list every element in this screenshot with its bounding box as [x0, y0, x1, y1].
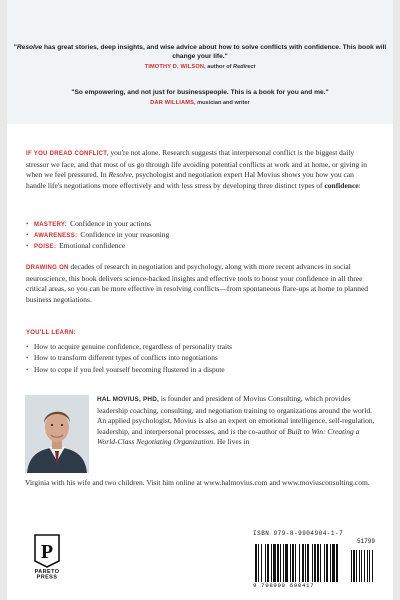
blurb-author-name: TIMOTHY D. WILSON — [144, 64, 205, 71]
list-item: • How to acquire genuine confidence, regardless of personality traits — [26, 342, 233, 351]
svg-text:PARETO: PARETO — [34, 569, 60, 575]
blurb-author-name: DAR WILLIAMS — [150, 100, 195, 107]
blurb-wilson — [7, 43, 393, 71]
research-paragraph: DRAWING ON decades of research in negotiation and psychology, along with more recent advances in social neuroscience, this book delivers science-backed insights and effective tools to boost your confidence in all three critical areas, so you can be more effective in resolving conflicts—from spontaneous flare-ups at home to planned business negotiations. — [26, 262, 369, 304]
learn-heading: YOU'LL LEARN: — [26, 330, 76, 336]
bullet-icon: • — [26, 343, 29, 351]
svg-text:P: P — [40, 541, 54, 563]
barcode-number: 9 798990 690417 — [253, 582, 315, 589]
blurb-quote: "So empowering, and not just for businesspeople. This is a book for you and me." — [71, 89, 329, 96]
bullet-icon: • — [26, 354, 29, 363]
bullet-icon: • — [26, 242, 29, 250]
intro-paragraph: IF YOU DREAD CONFLICT, you're not alone. Research suggests that interpersonal conflict is the biggest daily stressor we face, and that most of us go through life avoiding potential conflicts at work and at home, or giving in when we feel pressured. In Resolve, psychologist and negotiation expert Hal Movius shows you how you can handle life's negotiations more effectively and with less stress by developing three distinct types of confidence: — [26, 148, 367, 190]
blurb-attribution: DAR WILLIAMS, musician and writer — [150, 100, 250, 107]
research-lead: DRAWING ON — [26, 265, 69, 271]
author-bio: HAL MOVIUS, PHD, is founder and president of Movius Consulting, which provides leadership coaching, consulting, and negotiation training to organizations around the world. An applied psychologist, Movius is also an expert on emotional intelligence, self-regulation, leadership, and interpersonal processes, and is the co-author of Built to Win: Creating a World-Class Negotiating Organization. He lives in — [97, 394, 375, 447]
blurb-attribution: TIMOTHY D. WILSON, author of Redirect — [144, 64, 256, 71]
svg-text:PRESS: PRESS — [36, 574, 58, 579]
price-code: 51799 — [356, 538, 375, 545]
author-bio-continued: Virginia with his wife and two children. Visit him online at www.halmovius.com and www.moviusconsulting.com. — [25, 478, 370, 487]
barcode — [253, 530, 375, 590]
isbn-text: ISBN 979-8-9904904-1-7 — [253, 530, 344, 537]
list-item: • MASTERY: Confidence in your actions — [26, 219, 152, 228]
bullet-icon: • — [26, 220, 29, 228]
pareto-press-logo-icon — [27, 531, 67, 579]
bullet-icon: • — [26, 231, 29, 239]
confidence-types-list — [26, 219, 374, 252]
intro-lead: IF YOU DREAD CONFLICT, — [26, 151, 109, 157]
blurb-title-em: Resolve — [16, 44, 43, 51]
publisher-logo — [27, 531, 67, 579]
barcode-bars-icon — [253, 544, 375, 584]
list-item: • POISE: Emotional confidence — [26, 241, 126, 250]
book-back-cover — [7, 0, 393, 600]
author-portrait-icon — [25, 395, 89, 473]
list-item: • How to transform different types of conflicts into negotiations — [26, 353, 218, 363]
blurb-quote: "Resolve has great stories, deep insights, and wise advice about how to solve conflicts with confidence. This book will change your life." — [13, 44, 387, 61]
blurb-williams — [7, 88, 393, 107]
author-photo — [25, 395, 89, 473]
bullet-icon: • — [26, 365, 29, 374]
learn-list — [26, 342, 374, 376]
list-item: • AWARENESS: Confidence in your reasoning — [26, 230, 170, 239]
author-name: HAL MOVIUS, PHD, — [97, 396, 160, 403]
list-item: • How to cope if you feel yourself becoming flustered in a dispute — [26, 364, 225, 374]
